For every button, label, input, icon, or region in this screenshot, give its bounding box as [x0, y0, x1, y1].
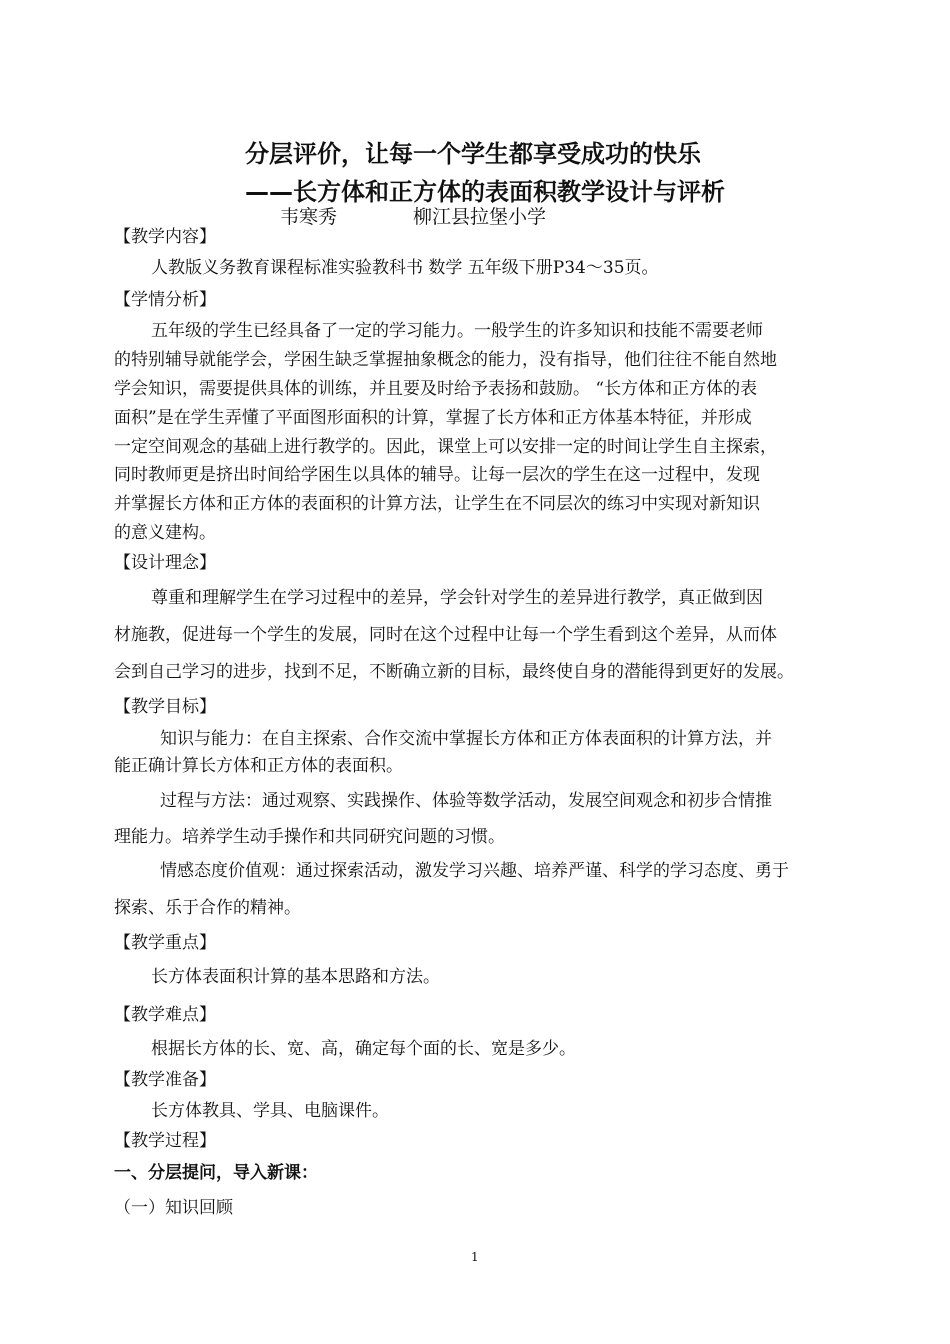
paragraph-line: 同时教师更是挤出时间给学困生以具体的辅导。让每一层次的学生在这一过程中，发现	[114, 465, 760, 485]
paragraph-line: 学会知识，需要提供具体的训练，并且要及时给予表扬和鼓励。 “长方体和正方体的表	[114, 379, 758, 399]
paragraph-line: 面积”是在学生弄懂了平面图形面积的计算，掌握了长方体和正方体基本特征，并形成	[114, 408, 752, 428]
process-subheading: （一）知识回顾	[114, 1198, 233, 1218]
paragraph-line: 长方体表面积计算的基本思路和方法。	[151, 967, 440, 987]
author-school: 柳江县拉堡小学	[413, 206, 547, 228]
section-heading-analysis: 【学情分析】	[114, 290, 216, 310]
paragraph-line: 探索、乐于合作的精神。	[114, 898, 301, 918]
section-heading-key-point: 【教学重点】	[114, 933, 216, 953]
paragraph-line: 的意义建构。	[114, 523, 216, 543]
paragraph-line: 过程与方法：通过观察、实践操作、体验等数学活动，发展空间观念和初步合情推	[160, 791, 772, 811]
section-heading-difficulty: 【教学难点】	[114, 1005, 216, 1025]
paragraph-line: 五年级的学生已经具备了一定的学习能力。一般学生的许多知识和技能不需要老师	[151, 321, 763, 341]
paragraph-line: 能正确计算长方体和正方体的表面积。	[114, 756, 403, 776]
paragraph-line: 情感态度价值观：通过探索活动，激发学习兴趣、培养严谨、科学的学习态度、勇于	[160, 861, 789, 881]
author-name: 韦寒秀	[280, 206, 338, 228]
paragraph-line: 并掌握长方体和正方体的表面积的计算方法，让学生在不同层次的练习中实现对新知识	[114, 494, 760, 514]
section-heading-concept: 【设计理念】	[114, 553, 216, 573]
section-heading-prep: 【教学准备】	[114, 1070, 216, 1090]
paragraph-line: 长方体教具、学具、电脑课件。	[151, 1101, 389, 1121]
paragraph-line: 根据长方体的长、宽、高，确定每个面的长、宽是多少。	[151, 1039, 576, 1059]
process-step-heading: 一、分层提问，导入新课：	[114, 1163, 318, 1183]
page-number: 1	[471, 1250, 479, 1264]
section-heading-process: 【教学过程】	[114, 1131, 216, 1151]
paragraph-line: 一定空间观念的基础上进行教学的。因此，课堂上可以安排一定的时间让学生自主探索，	[114, 437, 777, 457]
section-heading-content: 【教学内容】	[114, 227, 216, 247]
page-subtitle: ——长方体和正方体的表面积教学设计与评析	[245, 178, 725, 206]
paragraph-line: 材施教，促进每一个学生的发展，同时在这个过程中让每一个学生看到这个差异，从而体	[114, 625, 777, 645]
paragraph-line: 尊重和理解学生在学习过程中的差异，学会针对学生的差异进行教学，真正做到因	[151, 588, 763, 608]
paragraph-line: 会到自己学习的进步，找到不足，不断确立新的目标，最终使自身的潜能得到更好的发展。	[114, 662, 794, 682]
paragraph-line: 人教版义务教育课程标准实验教科书 数学 五年级下册P34～35页。	[151, 258, 659, 278]
paragraph-line: 的特别辅导就能学会，学困生缺乏掌握抽象概念的能力，没有指导，他们往往不能自然地	[114, 350, 777, 370]
paragraph-line: 知识与能力：在自主探索、合作交流中掌握长方体和正方体表面积的计算方法，并	[160, 729, 772, 749]
section-heading-goals: 【教学目标】	[114, 697, 216, 717]
paragraph-line: 理能力。培养学生动手操作和共同研究问题的习惯。	[114, 827, 505, 847]
page-title: 分层评价，让每一个学生都享受成功的快乐	[245, 140, 701, 168]
